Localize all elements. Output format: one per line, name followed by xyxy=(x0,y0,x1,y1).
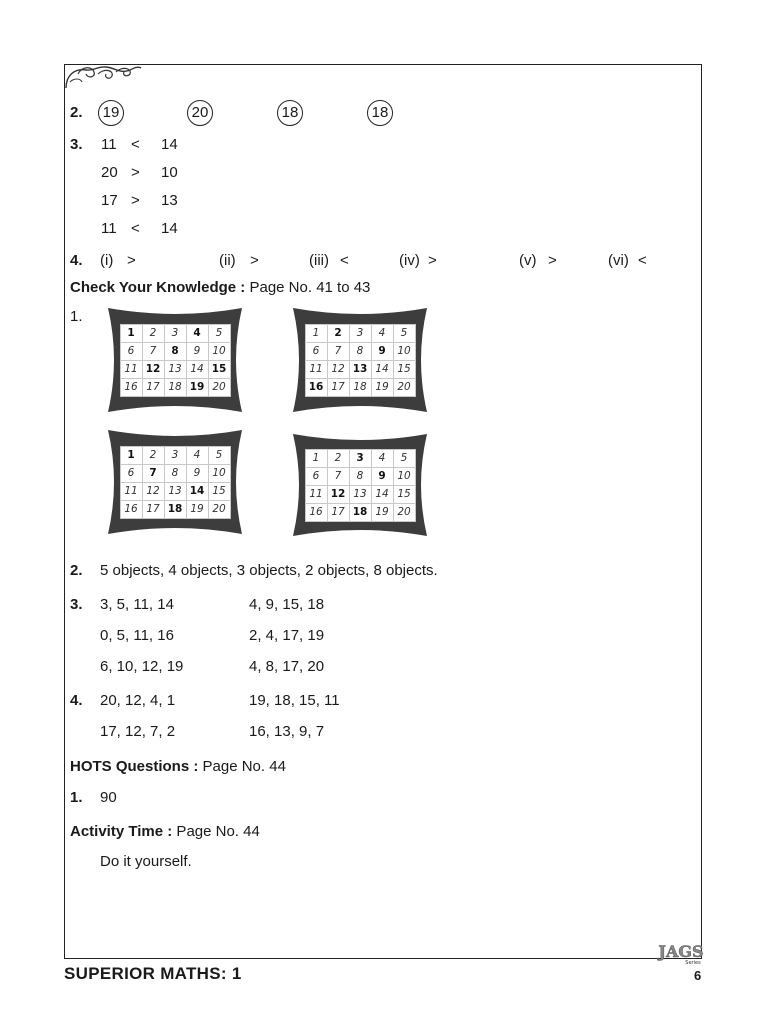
grid-cell: 10 xyxy=(208,464,230,482)
compare-right: 14 xyxy=(161,136,178,153)
grid-cell: 1 xyxy=(120,446,142,464)
question-number: 1. xyxy=(70,308,83,325)
grid-cell: 20 xyxy=(393,503,415,521)
circled-number: 18 xyxy=(277,100,303,126)
item-sign: < xyxy=(340,252,349,269)
grid-cell: 19 xyxy=(186,378,208,396)
grid-cell: 4 xyxy=(371,324,393,342)
grid-cell: 11 xyxy=(120,482,142,500)
grid-cell: 1 xyxy=(305,449,327,467)
grid-cell: 5 xyxy=(393,449,415,467)
number-grid xyxy=(305,449,416,522)
item-label: (iv) xyxy=(399,252,420,269)
grid-cell: 1 xyxy=(305,324,327,342)
grid-cell: 10 xyxy=(393,467,415,485)
number-grid xyxy=(120,324,231,397)
question-number: 2. xyxy=(70,562,83,579)
item-label: (i) xyxy=(100,252,114,269)
number-grid-card xyxy=(104,302,246,418)
grid-cell: 8 xyxy=(164,464,186,482)
grid-cell: 14 xyxy=(186,360,208,378)
grid-cell: 3 xyxy=(164,324,186,342)
descending-list: 19, 18, 15, 11 xyxy=(249,692,340,709)
grid-cell: 7 xyxy=(327,467,349,485)
ascending-list: 4, 8, 17, 20 xyxy=(249,658,325,675)
grid-cell: 10 xyxy=(208,342,230,360)
compare-left: 20 xyxy=(101,164,118,181)
compare-right: 13 xyxy=(161,192,178,209)
grid-cell: 12 xyxy=(327,360,349,378)
grid-cell: 2 xyxy=(142,324,164,342)
number-grid xyxy=(305,324,416,397)
grid-cell: 5 xyxy=(208,324,230,342)
section-heading: HOTS Questions : Page No. 44 xyxy=(70,758,286,775)
question-number: 3. xyxy=(70,596,83,613)
grid-cell: 2 xyxy=(327,324,349,342)
grid-cell: 6 xyxy=(120,342,142,360)
compare-sign: < xyxy=(131,136,140,153)
grid-cell: 6 xyxy=(120,464,142,482)
question-number: 3. xyxy=(70,136,83,153)
compare-left: 17 xyxy=(101,192,118,209)
grid-cell: 12 xyxy=(142,360,164,378)
grid-cell: 4 xyxy=(371,449,393,467)
svg-text:Series: Series xyxy=(685,960,701,966)
grid-cell: 7 xyxy=(142,464,164,482)
item-sign: > xyxy=(428,252,437,269)
ascending-list: 0, 5, 11, 16 xyxy=(100,627,174,644)
compare-sign: < xyxy=(131,220,140,237)
section-heading: Check Your Knowledge : Page No. 41 to 43 xyxy=(70,279,371,296)
grid-cell: 15 xyxy=(393,360,415,378)
item-label: (iii) xyxy=(309,252,329,269)
grid-cell: 16 xyxy=(305,378,327,396)
ascending-list: 6, 10, 12, 19 xyxy=(100,658,184,675)
svg-text:JAGS: JAGS xyxy=(658,942,704,961)
grid-cell: 19 xyxy=(371,378,393,396)
compare-right: 14 xyxy=(161,220,178,237)
grid-cell: 13 xyxy=(349,485,371,503)
grid-cell: 1 xyxy=(120,324,142,342)
item-sign: > xyxy=(127,252,136,269)
grid-cell: 11 xyxy=(305,360,327,378)
section-heading: Activity Time : Page No. 44 xyxy=(70,823,260,840)
grid-cell: 6 xyxy=(305,467,327,485)
grid-cell: 13 xyxy=(164,360,186,378)
grid-cell: 19 xyxy=(371,503,393,521)
grid-cell: 16 xyxy=(305,503,327,521)
grid-cell: 4 xyxy=(186,446,208,464)
item-sign: > xyxy=(250,252,259,269)
grid-cell: 13 xyxy=(164,482,186,500)
grid-cell: 11 xyxy=(305,485,327,503)
grid-cell: 11 xyxy=(120,360,142,378)
grid-cell: 17 xyxy=(142,500,164,518)
grid-cell: 14 xyxy=(371,485,393,503)
grid-cell: 8 xyxy=(349,342,371,360)
grid-cell: 18 xyxy=(164,378,186,396)
question-number: 4. xyxy=(70,252,83,269)
grid-cell: 15 xyxy=(208,360,230,378)
grid-cell: 18 xyxy=(164,500,186,518)
page-number: 6 xyxy=(694,968,702,983)
ascending-list: 2, 4, 17, 19 xyxy=(249,627,325,644)
grid-cell: 16 xyxy=(120,500,142,518)
question-number: 1. xyxy=(70,789,83,806)
grid-cell: 10 xyxy=(393,342,415,360)
descending-list: 20, 12, 4, 1 xyxy=(100,692,176,709)
grid-cell: 12 xyxy=(327,485,349,503)
item-label: (vi) xyxy=(608,252,629,269)
number-grid-card xyxy=(289,428,431,542)
grid-cell: 19 xyxy=(186,500,208,518)
grid-cell: 3 xyxy=(164,446,186,464)
number-grid xyxy=(120,446,231,519)
grid-cell: 5 xyxy=(393,324,415,342)
grid-cell: 8 xyxy=(164,342,186,360)
grid-cell: 7 xyxy=(142,342,164,360)
grid-cell: 12 xyxy=(142,482,164,500)
descending-list: 16, 13, 9, 7 xyxy=(249,723,325,740)
compare-left: 11 xyxy=(101,220,117,237)
grid-cell: 9 xyxy=(186,464,208,482)
item-sign: < xyxy=(638,252,647,269)
grid-cell: 17 xyxy=(327,378,349,396)
grid-cell: 4 xyxy=(186,324,208,342)
grid-cell: 20 xyxy=(208,500,230,518)
item-label: (v) xyxy=(519,252,537,269)
answer-text: 90 xyxy=(100,789,117,806)
grid-cell: 18 xyxy=(349,503,371,521)
item-label: (ii) xyxy=(219,252,236,269)
circled-number: 18 xyxy=(367,100,393,126)
circled-number: 20 xyxy=(187,100,213,126)
grid-cell: 9 xyxy=(186,342,208,360)
question-number: 4. xyxy=(70,692,83,709)
answer-text: 5 objects, 4 objects, 3 objects, 2 objects, 8 objects. xyxy=(100,562,438,579)
compare-left: 11 xyxy=(101,136,117,153)
grid-cell: 6 xyxy=(305,342,327,360)
jags-series-logo xyxy=(657,940,705,971)
ascending-list: 4, 9, 15, 18 xyxy=(249,596,325,613)
book-title: SUPERIOR MATHS: 1 xyxy=(64,964,242,983)
compare-sign: > xyxy=(131,164,140,181)
item-sign: > xyxy=(548,252,557,269)
descending-list: 17, 12, 7, 2 xyxy=(100,723,176,740)
grid-cell: 9 xyxy=(371,342,393,360)
grid-cell: 7 xyxy=(327,342,349,360)
compare-sign: > xyxy=(131,192,140,209)
grid-cell: 15 xyxy=(208,482,230,500)
grid-cell: 5 xyxy=(208,446,230,464)
grid-cell: 18 xyxy=(349,378,371,396)
circled-number: 19 xyxy=(98,100,124,126)
grid-cell: 3 xyxy=(349,449,371,467)
answer-text: Do it yourself. xyxy=(100,853,192,870)
grid-cell: 14 xyxy=(371,360,393,378)
grid-cell: 14 xyxy=(186,482,208,500)
grid-cell: 15 xyxy=(393,485,415,503)
grid-cell: 20 xyxy=(208,378,230,396)
grid-cell: 3 xyxy=(349,324,371,342)
grid-cell: 13 xyxy=(349,360,371,378)
grid-cell: 2 xyxy=(327,449,349,467)
number-grid-card xyxy=(289,302,431,418)
grid-cell: 20 xyxy=(393,378,415,396)
corner-ornament-icon xyxy=(64,62,144,90)
grid-cell: 8 xyxy=(349,467,371,485)
grid-cell: 9 xyxy=(371,467,393,485)
question-number: 2. xyxy=(70,104,83,121)
ascending-list: 3, 5, 11, 14 xyxy=(100,596,174,613)
grid-cell: 17 xyxy=(327,503,349,521)
grid-cell: 2 xyxy=(142,446,164,464)
grid-cell: 16 xyxy=(120,378,142,396)
grid-cell: 17 xyxy=(142,378,164,396)
compare-right: 10 xyxy=(161,164,178,181)
number-grid-card xyxy=(104,424,246,540)
